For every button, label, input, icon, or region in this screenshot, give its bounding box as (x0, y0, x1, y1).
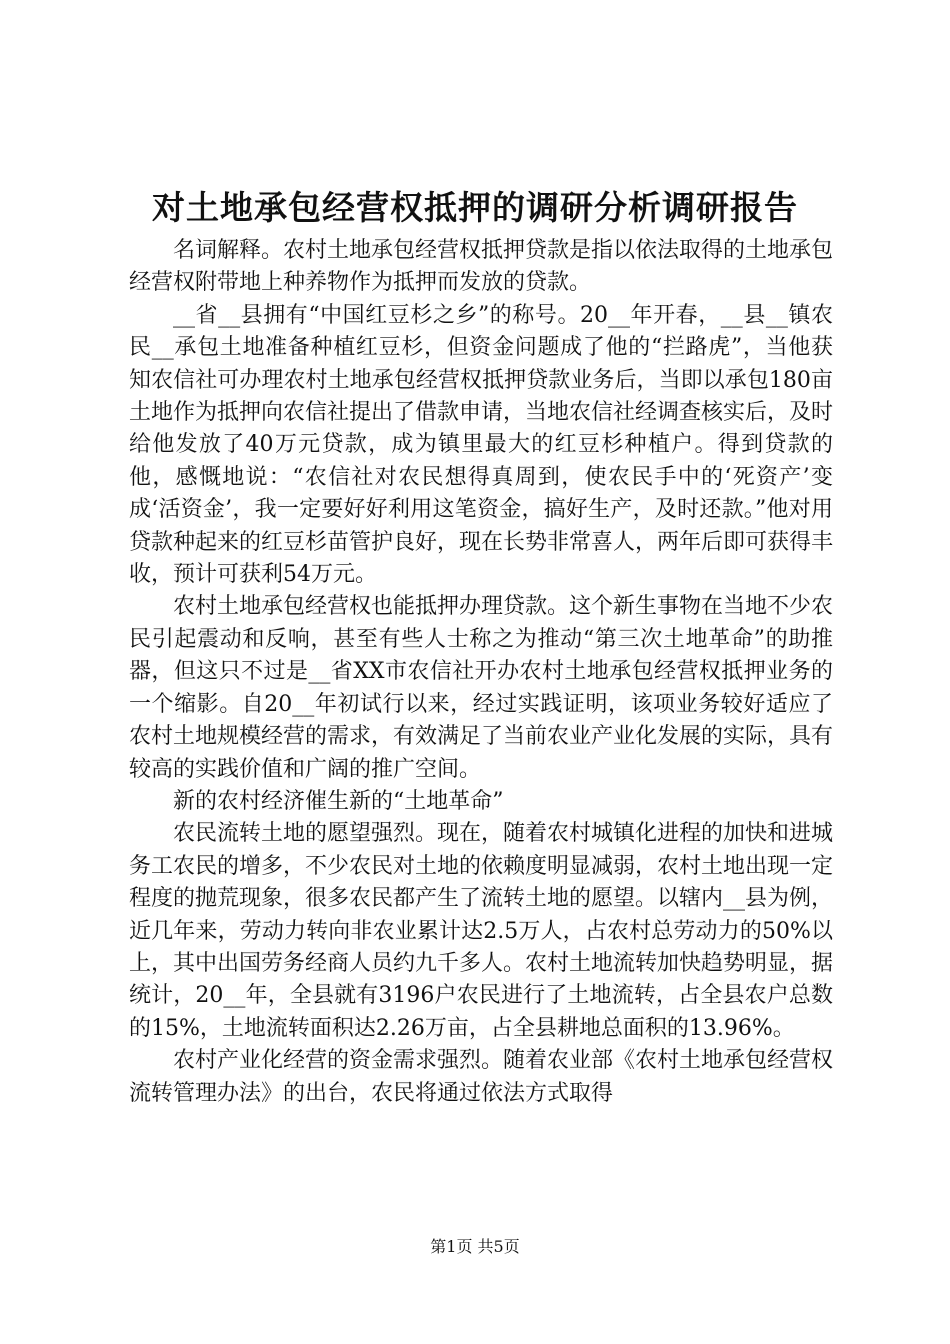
paragraph-case-story: __省__县拥有“中国红豆杉之乡”的称号。20__年开春，__县__镇农民__承包土地准备种植红豆杉，但资金问题成了他的“拦路虎”，当他获知农信社可办理农村土地承包经营权抵押贷款业务后，当即以承包180亩土地作为抵押向农信社提出了借款申请，当地农信社经调查核实后，及时给他发放了40万元贷款，成为镇里最大的红豆杉种植户。得到贷款的他，感慨地说：“农信社对农民想得真周到，使农民手中的‘死资产’变成‘活资金’，我一定要好好利用这笔资金，搞好生产，及时还款。”他对用贷款种起来的红豆杉苗管护良好，现在长势非常喜人，两年后即可获得丰收，预计可获利54万元。 (129, 302, 834, 588)
paragraph-funding-demand: 农村产业化经营的资金需求强烈。随着农业部《农村土地承包经营权流转管理办法》的出台，农民将通过依法方式取得 (129, 1048, 834, 1106)
document-body (129, 235, 833, 1110)
paragraph-definition: 名词解释。农村土地承包经营权抵押贷款是指以依法取得的土地承包经营权附带地上种养物作为抵押而发放的贷款。 (129, 238, 834, 296)
paragraph-land-transfer: 农民流转土地的愿望强烈。现在，随着农村城镇化进程的加快和进城务工农民的增多，不少农民对土地的依赖度明显减弱，农村土地出现一定程度的抛荒现象，很多农民都产生了流转土地的愿望。以辖内__县为例，近几年来，劳动力转向非农业累计达2.5万人，占农村总劳动力的50%以上，其中出国劳务经商人员约九千多人。农村土地流转加快趋势明显，据统计，20__年，全县就有3196户农民进行了土地流转，占全县农户总数的15%，土地流转面积达2.26万亩，占全县耕地总面积的13.96%。 (129, 821, 834, 1041)
document-title: 对土地承包经营权抵押的调研分析调研报告 (152, 188, 798, 227)
paragraph-new-thing: 农村土地承包经营权也能抵押办理贷款。这个新生事物在当地不少农民引起震动和反响，甚至有些人士称之为推动“第三次土地革命”的助推器，但这只不过是__省XX市农信社开办农村土地承包经营权抵押业务的一个缩影。自20__年初试行以来，经过实践证明，该项业务较好适应了农村土地规模经营的需求，有效满足了当前农业产业化发展的实际，具有较高的实践价值和广阔的推广空间。 (129, 594, 834, 782)
section-heading: 新的农村经济催生新的“土地革命” (173, 788, 504, 814)
page-footer: 第1页 共5页 (430, 1237, 520, 1256)
